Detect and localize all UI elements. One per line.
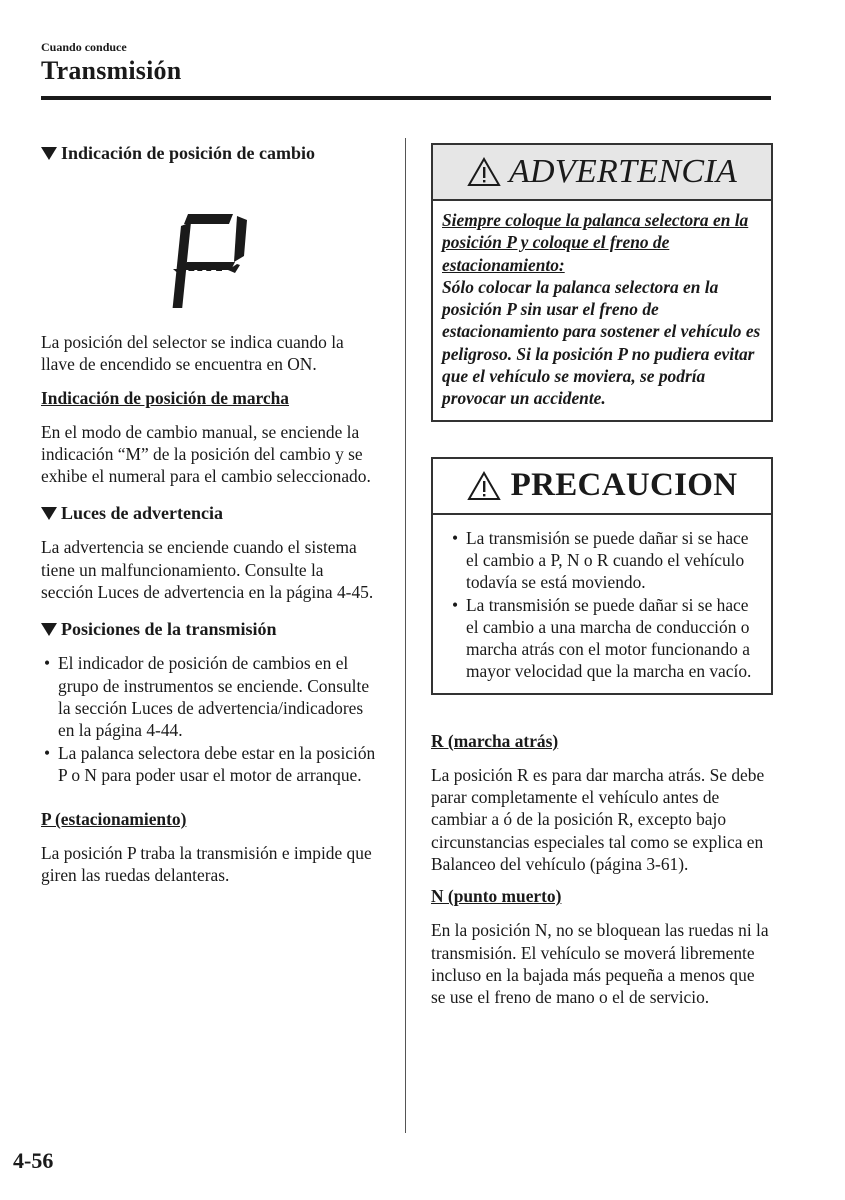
triangle-bullet-icon bbox=[41, 507, 57, 520]
header-rule bbox=[41, 96, 771, 100]
triangle-bullet-icon bbox=[41, 623, 57, 636]
list-item: • El indicador de posición de cambios en el grupo de instrumentos se enciende. Consulte la sección Luces de advertencia/indicadores en la página 4-44. bbox=[44, 653, 370, 741]
caution-triangle-icon bbox=[467, 471, 501, 501]
warning-lights-paragraph: La advertencia se enciende cuando el sistema tiene un malfuncionamiento. Consulte la sección Luces de advertencia en la página 4-45. bbox=[41, 537, 374, 603]
caution-title: PRECAUCION bbox=[510, 467, 738, 504]
seven-segment-p-icon bbox=[41, 166, 376, 308]
warning-title-bar bbox=[433, 145, 771, 201]
left-column bbox=[41, 140, 376, 887]
warning-text: Sólo colocar la palanca selectora en la posición P sin usar el freno de estacionamiento para sostener el vehículo es peligroso. Si la posición P no pudiera evitar que el vehículo se moviera, se podría provocar un accidente. bbox=[442, 276, 761, 409]
gear-indication-heading: Indicación de posición de marcha bbox=[41, 387, 290, 408]
list-item: • La transmisión se puede dañar si se hace el cambio a P, N o R cuando el vehículo todavía se está moviendo. bbox=[452, 527, 749, 593]
reverse-paragraph: La posición R es para dar marcha atrás. Se debe parar completamente el vehículo antes de cambiar a ó de la posición R, excepto bajo circunstancias especiales tal como se explica en Balanceo del vehículo (página 3-61). bbox=[431, 764, 765, 874]
warning-triangle-icon bbox=[467, 157, 501, 187]
reverse-heading: R (marcha atrás) bbox=[431, 730, 559, 751]
column-divider bbox=[405, 138, 406, 1133]
gear-position-display-illustration bbox=[41, 166, 376, 308]
caution-body bbox=[433, 515, 771, 693]
warning-title: ADVERTENCIA bbox=[508, 153, 738, 190]
caution-box bbox=[431, 457, 773, 695]
shift-indication-paragraph: La posición del selector se indica cuando la llave de encendido se encuentra en ON. bbox=[41, 332, 344, 375]
list-item: • La transmisión se puede dañar si se hace el cambio a una marcha de conducción o marcha atrás con el motor funcionando a mayor velocidad que la marcha en vacío. bbox=[452, 594, 752, 682]
right-column bbox=[431, 140, 773, 1008]
section-label: Cuando conduce bbox=[41, 40, 127, 54]
transmission-positions-list bbox=[41, 652, 376, 786]
triangle-bullet-icon bbox=[41, 147, 57, 160]
gear-indication-paragraph: En el modo de cambio manual, se enciende la indicación “M” de la posición del cambio y se exhibe el numeral para el cambio seleccionado. bbox=[41, 421, 371, 487]
warning-body bbox=[433, 201, 771, 420]
list-item: • La palanca selectora debe estar en la posición P o N para poder usar el motor de arranque. bbox=[44, 742, 376, 785]
section-heading-transmission-positions: Posiciones de la transmisión bbox=[41, 616, 376, 642]
page-title: Transmisión bbox=[41, 56, 182, 85]
park-paragraph: La posición P traba la transmisión e impide que giren las ruedas delanteras. bbox=[41, 843, 372, 886]
section-heading-shift-indication: Indicación de posición de cambio bbox=[41, 140, 376, 166]
warning-box bbox=[431, 143, 773, 422]
warning-underlined-text: Siempre coloque la palanca selectora en la posición P y coloque el freno de estacionamiento: bbox=[442, 210, 749, 275]
neutral-heading: N (punto muerto) bbox=[431, 886, 562, 907]
neutral-paragraph: En la posición N, no se bloquean las ruedas ni la transmisión. El vehículo se moverá libremente incluso en la bajada más pequeña a menos que se use el freno de mano o el de servicio. bbox=[431, 920, 769, 1008]
page-number: 4-56 bbox=[13, 1148, 54, 1173]
park-heading: P (estacionamiento) bbox=[41, 809, 187, 830]
caution-title-bar bbox=[433, 459, 771, 515]
section-heading-warning-lights: Luces de advertencia bbox=[41, 500, 376, 526]
